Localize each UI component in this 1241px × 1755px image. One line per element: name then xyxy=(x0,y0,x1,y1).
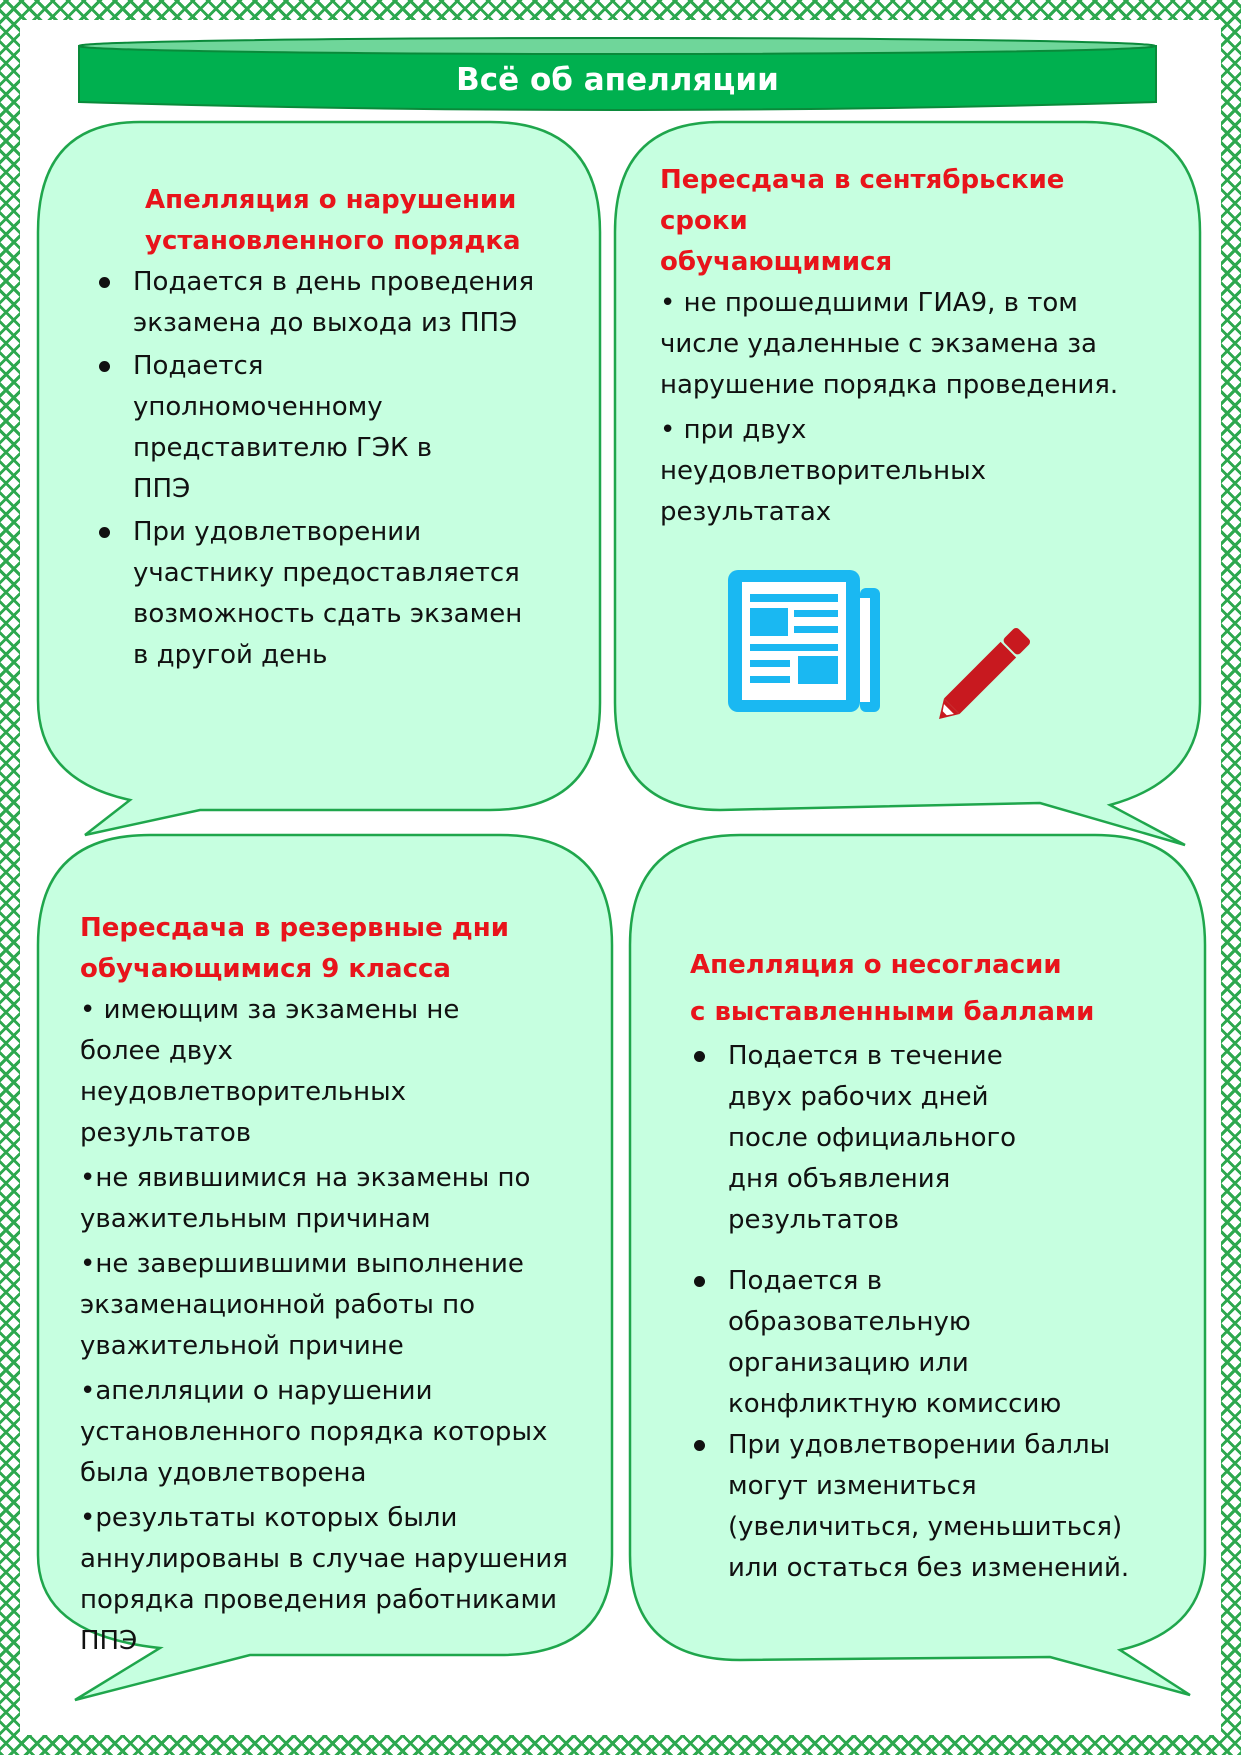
panel-reserve-days xyxy=(80,908,600,1662)
list-item: •не явившимися на экзамены по уважительным причинам xyxy=(80,1163,531,1234)
text-list xyxy=(80,990,600,1662)
panel-heading: Апелляция о нарушении установленного порядка xyxy=(145,185,521,256)
list-item: • при двух неудовлетворительных результатах xyxy=(660,415,986,527)
list-item: Подается уполномоченному представителю ГЭК в ППЭ xyxy=(95,346,535,510)
list-item: При удовлетворении участнику предоставляется возможность сдать экзамен в другой день xyxy=(95,512,535,676)
page-title: Всё об апелляции xyxy=(456,62,779,98)
panel-appeal-procedure xyxy=(95,180,535,676)
text-list xyxy=(660,283,1140,533)
list-item: •апелляции о нарушении установленного порядка которых была удовлетворена xyxy=(80,1376,548,1488)
list-item: При удовлетворении баллы могут измениться (увеличиться, уменьшиться) или остаться без изменений. xyxy=(690,1425,1150,1589)
bullet-list xyxy=(690,1036,1150,1589)
panel-heading: Пересдача в резервные дни обучающимися 9 класса xyxy=(80,913,509,984)
list-item: Подается в течение двух рабочих дней после официального дня объявления результатов xyxy=(690,1036,1150,1241)
bullet-list xyxy=(95,262,535,676)
list-item: • имеющим за экзамены не более двух неудовлетворительных результатов xyxy=(80,995,460,1148)
panel-score-disagreement xyxy=(690,942,1150,1589)
panel-heading: Апелляция о несогласии с выставленными баллами xyxy=(690,950,1095,1027)
document-icon xyxy=(728,568,880,718)
panel-heading: Пересдача в сентябрьские сроки обучающимися xyxy=(660,165,1065,277)
list-item: •не завершившими выполнение экзаменационной работы по уважительной причине xyxy=(80,1249,524,1361)
pencil-icon xyxy=(920,608,1050,738)
list-item: •результаты которых были аннулированы в случае нарушения порядка проведения работниками ППЭ xyxy=(80,1503,568,1656)
list-item: Подается в образовательную организацию или конфликтную комиссию xyxy=(690,1261,1150,1425)
list-item: Подается в день проведения экзамена до выхода из ППЭ xyxy=(95,262,535,344)
panel-september-retake xyxy=(660,160,1140,533)
list-item: • не прошедшими ГИА9, в том числе удаленные с экзамена за нарушение порядка проведения. xyxy=(660,288,1119,400)
